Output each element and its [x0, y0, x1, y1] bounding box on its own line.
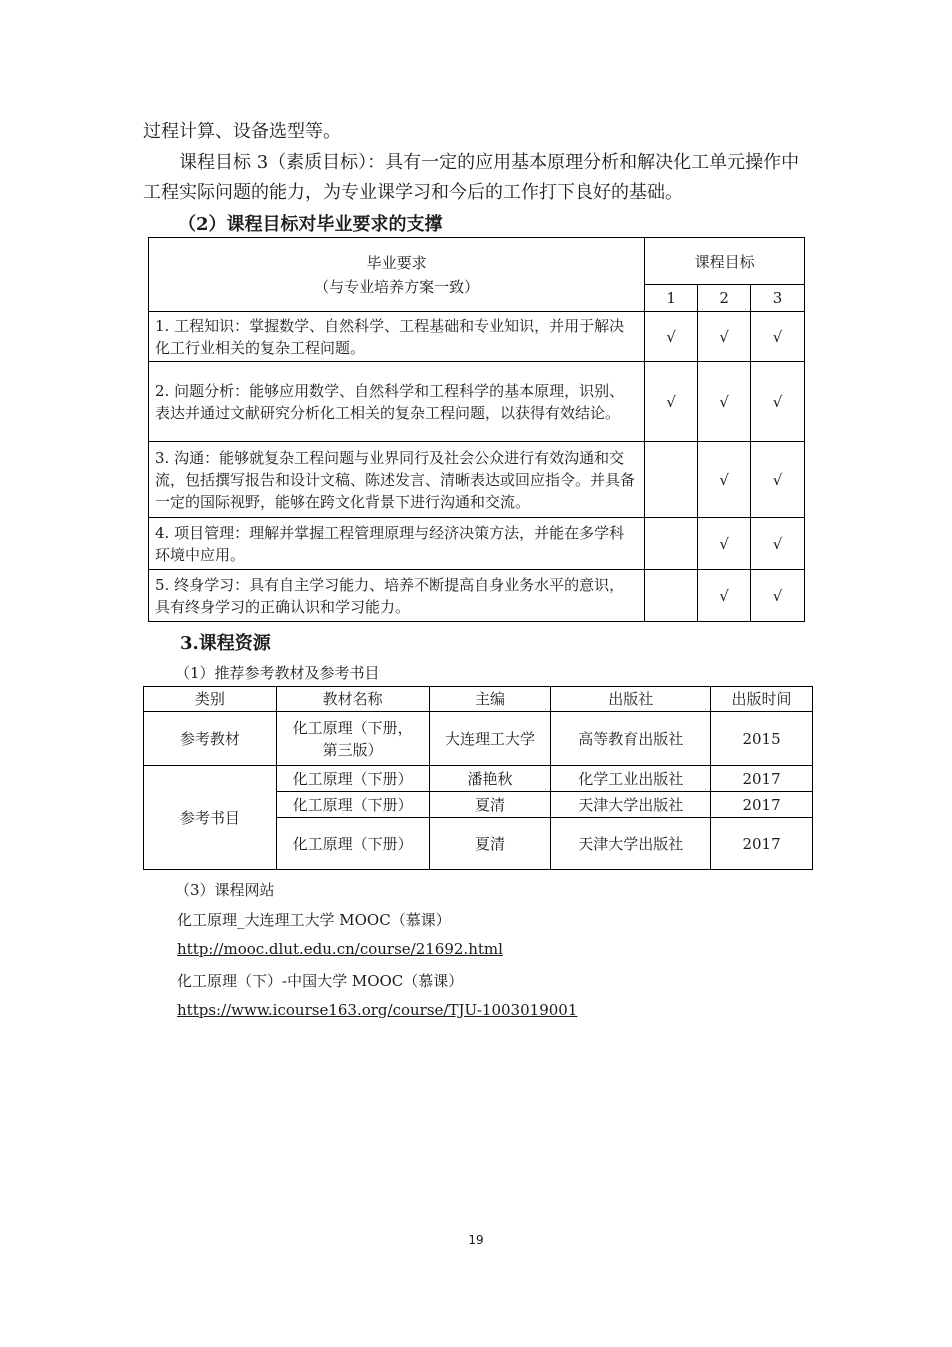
year-cell: 2017 — [711, 766, 813, 792]
goal-number: 2 — [698, 285, 751, 312]
check-mark: √ — [698, 442, 751, 518]
goal-number: 1 — [645, 285, 698, 312]
book-name-cell: 化工原理（下册） — [276, 818, 429, 870]
check-mark: √ — [645, 362, 698, 442]
check-mark — [645, 570, 698, 622]
support-table — [148, 237, 805, 622]
column-header: 主编 — [429, 687, 551, 712]
website-title: 化工原理（下）-中国大学 MOOC（慕课） — [177, 972, 464, 990]
book-name-line: 第三版） — [322, 740, 383, 759]
editor-cell: 潘艳秋 — [429, 766, 551, 792]
column-header: 类别 — [144, 687, 277, 712]
category-cell: 参考书目 — [144, 766, 277, 870]
goal-number: 3 — [751, 285, 805, 312]
requirement-text: 3. 沟通：能够就复杂工程问题与业界同行及社会公众进行有效沟通和交流，包括撰写报告和设计文稿、陈述发言、清晰表达或回应指令。并具备一定的国际视野，能够在跨文化背景下进行沟通和交流。 — [149, 442, 645, 518]
publisher-cell: 化学工业出版社 — [551, 766, 711, 792]
editor-cell: 夏清 — [429, 818, 551, 870]
check-mark: √ — [751, 362, 805, 442]
check-mark: √ — [698, 312, 751, 362]
table-row — [144, 712, 813, 766]
check-mark: √ — [698, 362, 751, 442]
category-cell: 参考教材 — [144, 712, 277, 766]
editor-cell: 大连理工大学 — [429, 712, 551, 766]
goals-header: 课程目标 — [645, 238, 805, 285]
check-mark — [645, 442, 698, 518]
year-cell: 2017 — [711, 792, 813, 818]
check-mark: √ — [698, 570, 751, 622]
intro-line: 过程计算、设备选型等。 — [143, 121, 341, 142]
course-goal-3: 课程目标 3（素质目标）：具有一定的应用基本原理分析和解决化工单元操作中工程实际问题的能力，为专业课学习和今后的工作打下良好的基础。 — [143, 152, 800, 203]
website-title: 化工原理_大连理工大学 MOOC（慕课） — [177, 911, 451, 929]
book-name-cell: 化工原理（下册） — [276, 792, 429, 818]
column-header: 出版社 — [551, 687, 711, 712]
page-number: 19 — [468, 1233, 484, 1247]
check-mark: √ — [751, 312, 805, 362]
check-mark: √ — [751, 442, 805, 518]
publisher-cell: 高等教育出版社 — [551, 712, 711, 766]
year-cell: 2017 — [711, 818, 813, 870]
year-cell: 2015 — [711, 712, 813, 766]
check-mark: √ — [645, 312, 698, 362]
requirement-text: 2. 问题分析：能够应用数学、自然科学和工程科学的基本原理，识别、表达并通过文献研究分析化工相关的复杂工程问题，以获得有效结论。 — [149, 362, 645, 442]
book-name-cell: 化工原理（下册） — [276, 766, 429, 792]
check-mark: √ — [751, 570, 805, 622]
column-header: 教材名称 — [276, 687, 429, 712]
req-header-subtitle: （与专业培养方案一致） — [314, 277, 480, 296]
website-link[interactable]: http://mooc.dlut.edu.cn/course/21692.html — [177, 940, 503, 958]
check-mark — [645, 518, 698, 570]
table-row — [149, 362, 805, 442]
check-mark: √ — [751, 518, 805, 570]
books-table — [143, 686, 813, 870]
table-row — [149, 570, 805, 622]
requirement-text: 5. 终身学习：具有自主学习能力、培养不断提高自身业务水平的意识，具有终身学习的正确认识和学习能力。 — [149, 570, 645, 622]
req-header-title: 毕业要求 — [366, 253, 427, 272]
check-mark: √ — [698, 518, 751, 570]
req-header — [149, 238, 645, 312]
book-name-cell — [276, 712, 429, 766]
table-row — [149, 518, 805, 570]
table-row — [144, 766, 813, 792]
website-link[interactable]: https://www.icourse163.org/course/TJU-1003019001 — [177, 1001, 578, 1019]
requirement-text: 1. 工程知识：掌握数学、自然科学、工程基础和专业知识，并用于解决化工行业相关的复杂工程问题。 — [149, 312, 645, 362]
publisher-cell: 天津大学出版社 — [551, 792, 711, 818]
book-name-line: 化工原理（下册， — [292, 718, 413, 737]
publisher-cell: 天津大学出版社 — [551, 818, 711, 870]
column-header: 出版时间 — [711, 687, 813, 712]
section-3-heading: 3.课程资源 — [180, 633, 271, 654]
table-row — [149, 312, 805, 362]
editor-cell: 夏清 — [429, 792, 551, 818]
website-heading: （3）课程网站 — [175, 881, 275, 899]
requirement-text: 4. 项目管理：理解并掌握工程管理原理与经济决策方法，并能在多学科环境中应用。 — [149, 518, 645, 570]
section-2-heading: （2）课程目标对毕业要求的支撑 — [178, 214, 443, 235]
books-heading: （1）推荐参考教材及参考书目 — [175, 664, 380, 682]
table-row — [149, 442, 805, 518]
